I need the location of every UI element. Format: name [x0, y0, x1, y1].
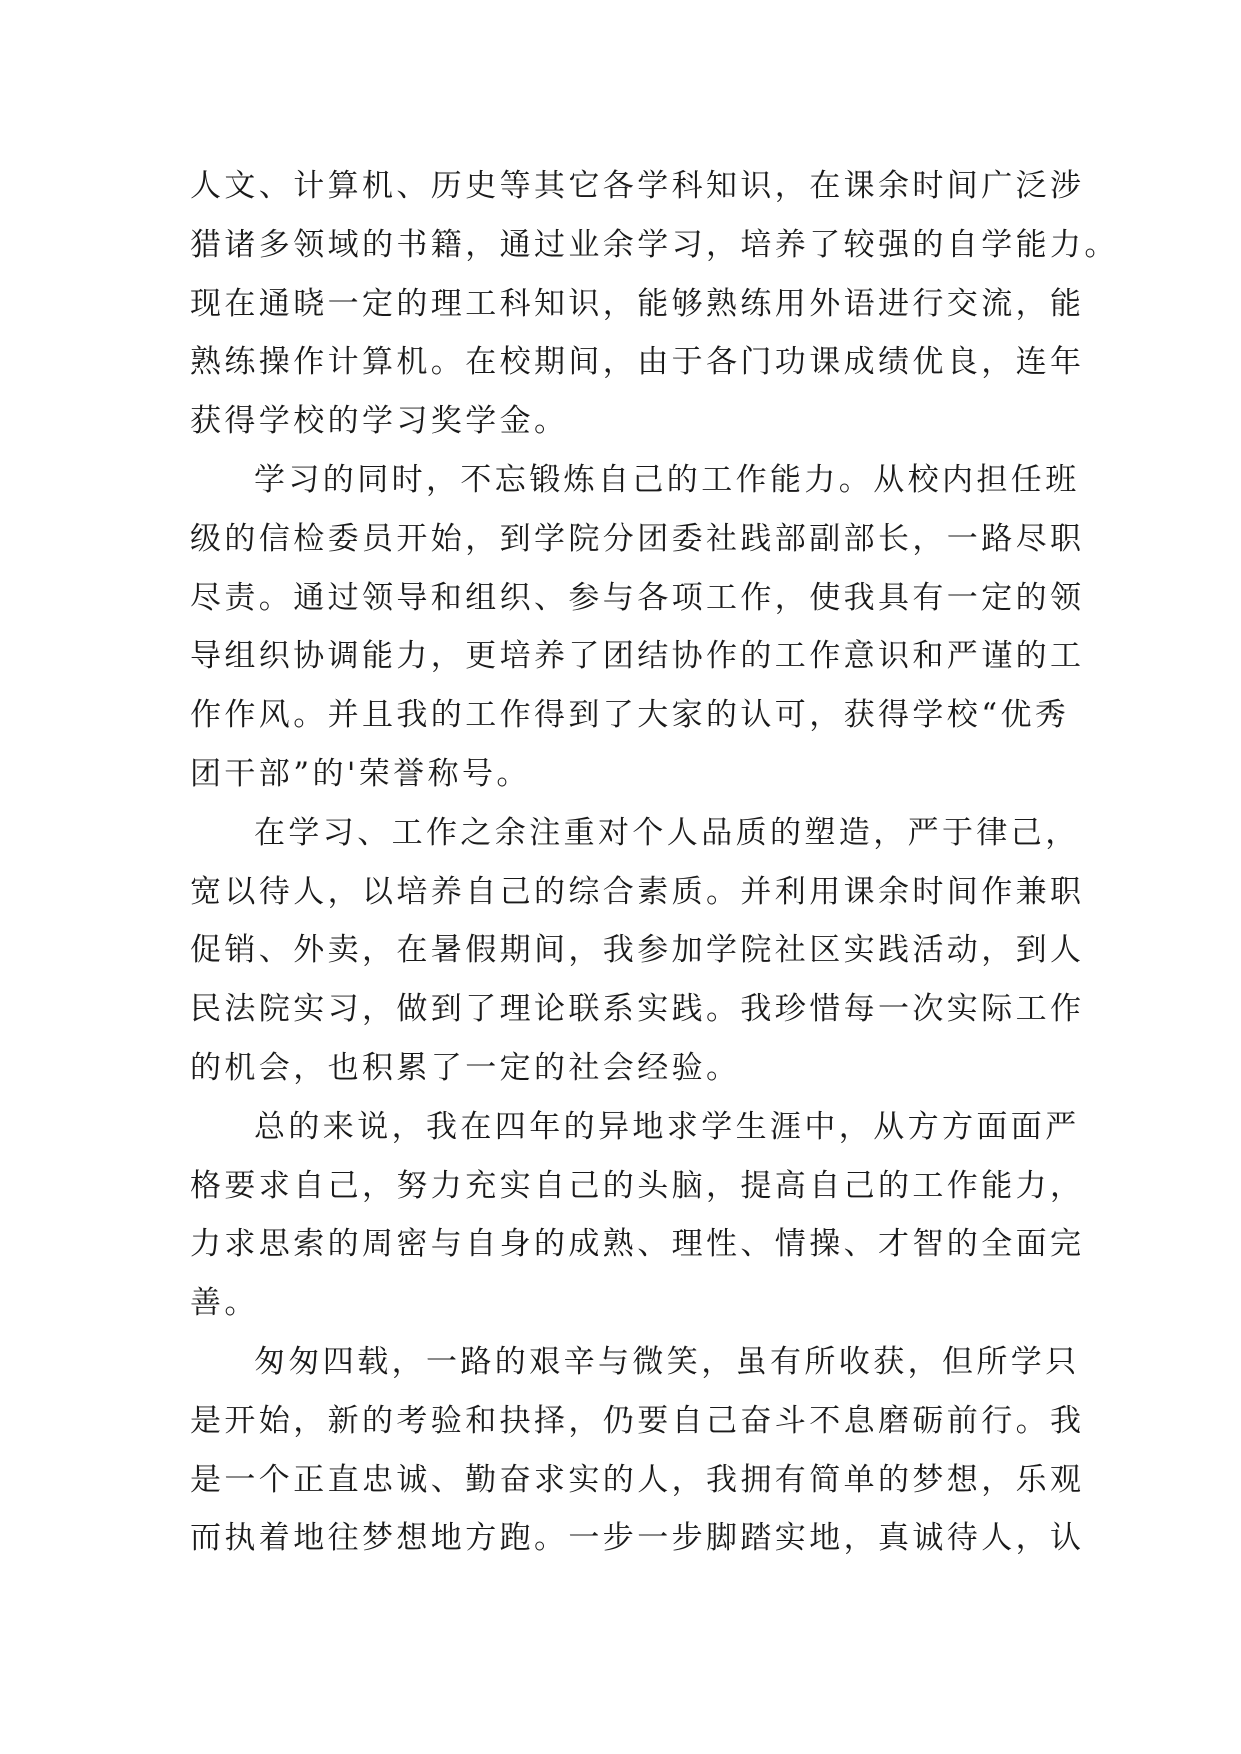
text-line: 导组织协调能力，更培养了团结协作的工作意识和严谨的工	[190, 638, 1085, 675]
text-line: 尽责。通过领导和组织、参与各项工作，使我具有一定的领	[190, 579, 1085, 616]
text-line: 是开始，新的考验和抉择，仍要自己奋斗不息磨砺前行。我	[190, 1402, 1085, 1439]
text-line: 作作风。并且我的工作得到了大家的认可，获得学校“优秀	[190, 697, 1070, 734]
text-line: 而执着地往梦想地方跑。一步一步脚踏实地，真诚待人，认	[190, 1520, 1085, 1557]
text-line: 级的信检委员开始，到学院分团委社践部副部长，一路尽职	[190, 520, 1085, 557]
text-line: 获得学校的学习奖学金。	[190, 403, 569, 440]
text-line: 现在通晓一定的理工科知识，能够熟练用外语进行交流，能	[190, 285, 1085, 322]
text-line: 民法院实习，做到了理论联系实践。我珍惜每一次实际工作	[190, 991, 1085, 1028]
text-line: 宽以待人，以培养自己的综合素质。并利用课余时间作兼职	[190, 873, 1085, 910]
text-line: 熟练操作计算机。在校期间，由于各门功课成绩优良，连年	[190, 344, 1085, 381]
text-line: 人文、计算机、历史等其它各学科知识，在课余时间广泛涉	[190, 168, 1085, 204]
text-line: 的机会，也积累了一定的社会经验。	[190, 1049, 741, 1086]
text-line: 善。	[190, 1285, 259, 1322]
text-line: 团干部”的'荣誉称号。	[190, 755, 531, 792]
document-body	[190, 157, 1119, 1568]
text-line: 猎诸多领域的书籍，通过业余学习，培养了较强的自学能力。	[190, 226, 1119, 263]
paragraph-first-line: 总的来说，我在四年的异地求学生涯中，从方方面面严	[254, 1108, 1080, 1145]
paragraph-first-line: 在学习、工作之余注重对个人品质的塑造，严于律己，	[254, 814, 1080, 851]
paragraph-first-line: 学习的同时，不忘锻炼自己的工作能力。从校内担任班	[254, 461, 1080, 498]
paragraph-first-line: 匆匆四载，一路的艰辛与微笑，虽有所收获，但所学只	[254, 1343, 1080, 1380]
text-line: 促销、外卖，在暑假期间，我参加学院社区实践活动，到人	[190, 932, 1085, 969]
text-line: 格要求自己，努力充实自己的头脑，提高自己的工作能力，	[190, 1167, 1085, 1204]
text-line: 是一个正直忠诚、勤奋求实的人，我拥有简单的梦想，乐观	[190, 1461, 1085, 1498]
text-line: 力求思索的周密与自身的成熟、理性、情操、才智的全面完	[190, 1226, 1085, 1263]
